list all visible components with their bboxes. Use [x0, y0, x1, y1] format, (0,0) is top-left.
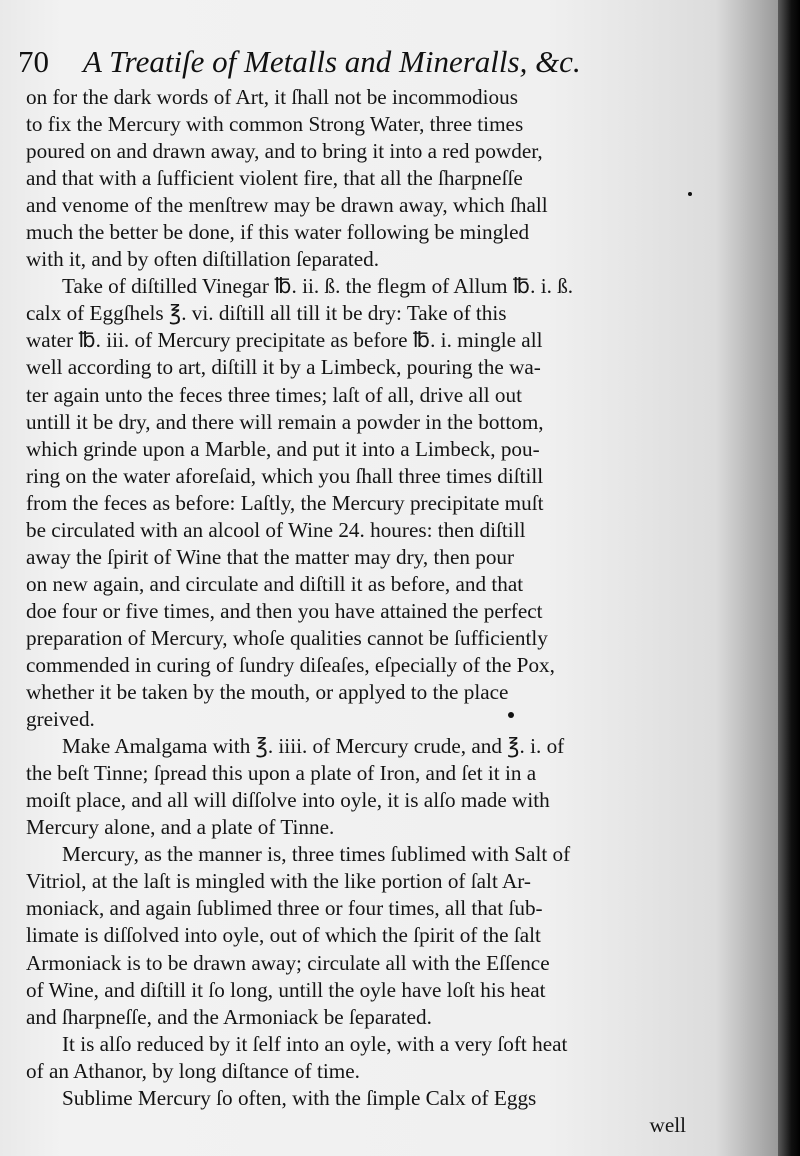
text-line: preparation of Mercury, whoſe qualities cannot be ſufficiently: [26, 625, 548, 650]
paragraph-start-line: It is alſo reduced by it ſelf into an oyle, with a very ſoft heat: [62, 1031, 568, 1056]
text-line: calx of Eggſhels ℥. vi. diſtill all till it be dry: Take of this: [26, 301, 507, 326]
paragraph-start-line: Make Amalgama with ℥. iiii. of Mercury crude, and ℥. i. of: [62, 734, 565, 759]
paragraph-start-line: Take of diſtilled Vinegar ℔. ii. ß. the flegm of Allum ℔. i. ß.: [62, 274, 574, 299]
text-line: whether it be taken by the mouth, or applyed to the place: [26, 680, 509, 705]
text-line: and that with a ſufficient violent fire, that all the ſharpneſſe: [26, 166, 523, 191]
paragraph-start-line: Sublime Mercury ſo often, with the ſimple Calx of Eggs: [62, 1085, 537, 1110]
text-line: ter again unto the feces three times; laſt of all, drive all out: [26, 382, 522, 407]
text-line: away the ſpirit of Wine that the matter may dry, then pour: [26, 544, 515, 569]
text-line: moniack, and again ſublimed three or four times, all that ſub-: [26, 896, 543, 921]
text-line: on new again, and circulate and diſtill it as before, and that: [26, 571, 524, 596]
text-line: doe four or five times, and then you have attained the perfect: [26, 598, 543, 623]
ink-spot: [688, 192, 692, 196]
text-line: be circulated with an alcool of Wine 24. houres: then diſtill: [26, 517, 526, 542]
text-line: limate is diſſolved into oyle, out of which the ſpirit of the ſalt: [26, 923, 541, 948]
catchword: well: [649, 1112, 686, 1137]
text-line: Mercury alone, and a plate of Tinne.: [26, 815, 335, 840]
text-line: Armoniack is to be drawn away; circulate all with the Eſſence: [26, 950, 550, 975]
text-line: well according to art, diſtill it by a Limbeck, pouring the wa-: [26, 355, 541, 380]
text-line: to fix the Mercury with common Strong Water, three times: [26, 112, 524, 137]
text-line: ring on the water aforeſaid, which you ſhall three times diſtill: [26, 463, 544, 488]
text-line: the beſt Tinne; ſpread this upon a plate of Iron, and ſet it in a: [26, 761, 537, 786]
text-line: which grinde upon a Marble, and put it into a Limbeck, pou-: [26, 436, 540, 461]
text-line: poured on and drawn away, and to bring it into a red powder,: [26, 139, 543, 164]
text-line: and ſharpneſſe, and the Armoniack be ſeparated.: [26, 1004, 432, 1029]
text-line: of an Athanor, by long diſtance of time.: [26, 1058, 360, 1083]
text-line: much the better be done, if this water following be mingled: [26, 220, 530, 245]
text-line: on for the dark words of Art, it ſhall not be incommodious: [26, 85, 518, 109]
text-line: of Wine, and diſtill it ſo long, untill the oyle have loſt his heat: [26, 977, 546, 1002]
running-title: A Treatiſe of Metalls and Mineralls, &c.: [83, 44, 581, 79]
running-header: [18, 44, 658, 84]
text-line: and venome of the menſtrew may be drawn away, which ſhall: [26, 193, 548, 218]
text-line: commended in curing of ſundry diſeaſes, eſpecially of the Pox,: [26, 652, 555, 677]
text-line: moiſt place, and all will diſſolve into oyle, it is alſo made with: [26, 788, 550, 813]
page-number: 70: [18, 44, 49, 79]
page-binding-edge: [778, 0, 800, 1156]
body-text: [26, 84, 686, 1139]
text-line: with it, and by often diſtillation ſeparated.: [26, 247, 380, 272]
ink-spot: [508, 712, 514, 718]
text-line: water ℔. iii. of Mercury precipitate as before ℔. i. mingle all: [26, 328, 543, 353]
text-line: Vitriol, at the laſt is mingled with the like portion of ſalt Ar-: [26, 869, 531, 894]
text-line: from the feces as before: Laſtly, the Mercury precipitate muſt: [26, 490, 544, 515]
text-line: untill it be dry, and there will remain a powder in the bottom,: [26, 409, 544, 434]
paragraph-start-line: Mercury, as the manner is, three times ſublimed with Salt of: [62, 842, 571, 867]
text-line: greived.: [26, 707, 95, 732]
